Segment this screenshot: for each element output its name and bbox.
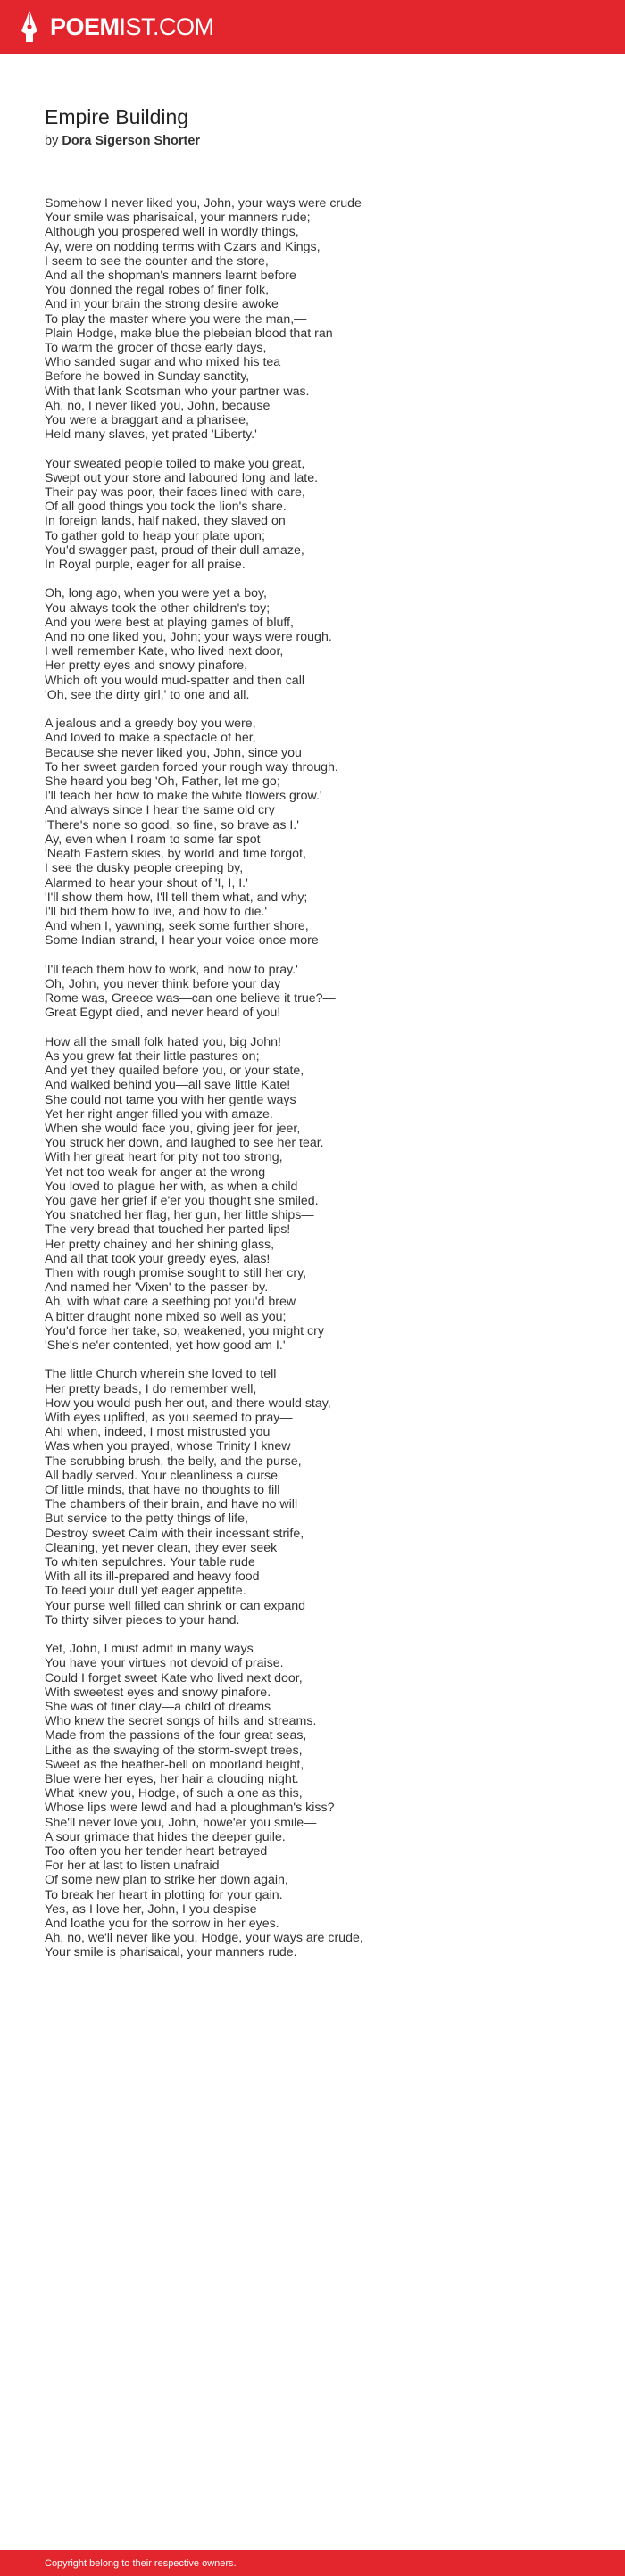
poem-line: I'll teach her how to make the white flowers grow.' (45, 789, 322, 804)
poem-line: How all the small folk hated you, big John! (45, 1034, 281, 1049)
brand-thin-text: IST.COM (119, 12, 214, 40)
poem-line: To play the master where you were the man,— (45, 311, 307, 327)
poem-stanza (45, 586, 598, 702)
poem-title: Empire Building (45, 105, 189, 128)
poem-line: Destroy sweet Calm with their incessant strife, (45, 1526, 304, 1541)
poem-line: You gave her grief if e'er you thought she smiled. (45, 1193, 319, 1208)
poem-line: She heard you beg 'Oh, Father, let me go; (45, 774, 280, 790)
poem-line: 'She's ne'er contented, yet how good am I.' (45, 1338, 286, 1353)
poem-line: And loathe you for the sorrow in her eyes. (45, 1917, 279, 1932)
site-logo[interactable] (20, 9, 214, 45)
poem-line: 'There's none so good, so fine, so brave as I.' (45, 817, 299, 832)
poem-line: Ay, were on nodding terms with Czars and Kings, (45, 239, 321, 254)
poem-line: The little Church wherein she loved to tell (45, 1367, 277, 1382)
poem-line: And yet they quailed before you, or your state, (45, 1064, 304, 1079)
poem-line: You were a braggart and a pharisee, (45, 413, 250, 428)
poem-line: How you would push her out, and there would stay, (45, 1396, 331, 1411)
poem-line: Of all good things you took the lion's share. (45, 500, 287, 515)
poem-line: Although you prospered well in wordly things, (45, 225, 299, 240)
poem-line: And in your brain the strong desire awoke (45, 297, 279, 312)
poem-line: To feed your dull yet eager appetite. (45, 1584, 246, 1599)
poem-line: To gather gold to heap your plate upon; (45, 528, 265, 543)
site-header (0, 0, 625, 54)
poem-line: 'Oh, see the dirty girl,' to one and all. (45, 687, 250, 702)
poem-line: You'd swagger past, proud of their dull amaze, (45, 543, 304, 558)
poem-line: Who sanded sugar and who mixed his tea (45, 355, 281, 370)
poem-line: To her sweet garden forced your rough way through. (45, 759, 338, 774)
poem-line: With her great heart for pity not too strong, (45, 1150, 283, 1165)
poem-line: Of little minds, that have no thoughts to fill (45, 1482, 280, 1497)
poem-line: Sweet as the heather-bell on moorland height, (45, 1757, 304, 1772)
poem-line: I'll bid them how to live, and how to die.' (45, 904, 268, 919)
poem-line: I well remember Kate, who lived next door, (45, 644, 284, 659)
poem-line: And named her 'Vixen' to the passer-by. (45, 1280, 269, 1296)
poem-stanza (45, 1035, 598, 1353)
poem-line: All badly served. Your cleanliness a curse (45, 1468, 279, 1483)
poem-line: In foreign lands, half naked, they slaved on (45, 514, 286, 529)
poem-line: When she would face you, giving jeer for jeer, (45, 1121, 301, 1136)
poem-line: Her pretty beads, I do remember well, (45, 1381, 257, 1396)
poem-line: Somehow I never liked you, John, your ways were crude (45, 196, 362, 211)
poem-line: Yet, John, I must admit in many ways (45, 1642, 254, 1657)
poem-line: I seem to see the counter and the store, (45, 253, 269, 269)
poem-line: To whiten sepulchres. Your table rude (45, 1555, 255, 1570)
poem-line: And always since I hear the same old cry (45, 803, 275, 818)
poem-line: Great Egypt died, and never heard of you! (45, 1006, 281, 1021)
poem-stanza (45, 1367, 598, 1628)
poem-line: Blue were her eyes, her hair a clouding night. (45, 1772, 299, 1787)
poem-line: I see the dusky people creeping by, (45, 861, 244, 876)
poem-line: She was of finer clay—a child of dreams (45, 1700, 271, 1715)
poem-line: But service to the petty things of life, (45, 1512, 248, 1527)
poem-line: Rome was, Greece was—can one believe it true?— (45, 991, 336, 1006)
poem-line: Could I forget sweet Kate who lived next door, (45, 1670, 303, 1686)
poem-line: Oh, John, you never think before your day (45, 976, 281, 991)
poem-line: She'll never love you, John, howe'er you smile— (45, 1815, 317, 1830)
poem-line: For her at last to listen unafraid (45, 1859, 220, 1874)
poem-line: What knew you, Hodge, of such a one as this, (45, 1786, 303, 1802)
poem-line: Ah, no, I never liked you, John, because (45, 398, 271, 413)
poem-line: Whose lips were lewd and had a ploughman's kiss? (45, 1801, 335, 1816)
poem-line: Your smile was pharisaical, your manners rude; (45, 211, 311, 226)
poem-line: And when I, yawning, seek some further shore, (45, 919, 309, 934)
poem-line: To break her heart in plotting for your gain. (45, 1887, 283, 1902)
poem-line: Then with rough promise sought to still her cry, (45, 1265, 307, 1280)
poem-line: Ay, even when I roam to some far spot (45, 832, 261, 847)
site-brand (50, 13, 214, 41)
poem-stanza (45, 457, 598, 573)
poem-line: She could not tame you with her gentle ways (45, 1092, 296, 1107)
poem-stanza (45, 716, 598, 948)
poem-line: And walked behind you—all save little Kate! (45, 1078, 291, 1093)
poem-line: And you were best at playing games of bluff, (45, 615, 294, 630)
poem-byline (45, 134, 200, 148)
poem-line: And all the shopman's manners learnt before (45, 269, 296, 284)
poem-line: Yet her right anger filled you with amaze. (45, 1106, 273, 1122)
poem-line: And loved to make a spectacle of her, (45, 731, 256, 746)
poem-line: And all that took your greedy eyes, alas! (45, 1251, 271, 1266)
poem-line: The chambers of their brain, and have no will (45, 1497, 298, 1512)
poem-line: Cleaning, yet never clean, they ever seek (45, 1540, 278, 1555)
brand-bold-text: POEM (50, 12, 120, 40)
poem-line: Ah, no, we'll never like you, Hodge, your ways are crude, (45, 1931, 363, 1946)
poem-line: With that lank Scotsman who your partner was. (45, 384, 310, 399)
poem-line: To warm the grocer of those early days, (45, 341, 267, 356)
poem-line: Her pretty chainey and her shining glass, (45, 1237, 275, 1252)
poem-line: Yes, as I love her, John, I you despise (45, 1901, 257, 1917)
poem-line: A sour grimace that hides the deeper guile. (45, 1829, 286, 1844)
poem-line: You donned the regal robes of finer folk, (45, 283, 270, 298)
poem-line: Her pretty eyes and snowy pinafore, (45, 658, 248, 674)
poem-line: Alarmed to hear your shout of 'I, I, I.' (45, 875, 248, 890)
poem-line: You have your virtues not devoid of praise. (45, 1656, 284, 1671)
poem-body (45, 196, 598, 1975)
poem-line: To thirty silver pieces to your hand. (45, 1612, 240, 1628)
poem-line: 'I'll show them how, I'll tell them what, and why; (45, 890, 308, 905)
poem-line: Ah, with what care a seething pot you'd brew (45, 1295, 296, 1310)
poem-line: As you grew fat their little pastures on; (45, 1048, 260, 1064)
poem-line: You snatched her flag, her gun, her little ships— (45, 1208, 314, 1223)
poem-line: Too often you her tender heart betrayed (45, 1844, 268, 1860)
poem-line: You loved to plague her with, as when a child (45, 1179, 298, 1194)
poem-line: Oh, long ago, when you were yet a boy, (45, 586, 267, 601)
poem-line: Before he bowed in Sunday sanctity, (45, 369, 250, 385)
poem-line: The scrubbing brush, the belly, and the purse, (45, 1454, 302, 1469)
author-link[interactable]: Dora Sigerson Shorter (62, 134, 201, 148)
poem-line: Because she never liked you, John, since you (45, 745, 302, 760)
site-footer (0, 2550, 625, 2576)
poem-line: Your purse well filled can shrink or can expand (45, 1598, 306, 1613)
poem-stanza (45, 1642, 598, 1959)
poem-line: And no one liked you, John; your ways were rough. (45, 630, 332, 645)
by-label: by (45, 134, 59, 148)
poem-line: Lithe as the swaying of the storm-swept trees, (45, 1743, 303, 1758)
poem-line: Their pay was poor, their faces lined with care, (45, 485, 305, 501)
poem-line: Held many slaves, yet prated 'Liberty.' (45, 427, 257, 443)
poem-stanza (45, 963, 598, 1021)
poem-line: You'd force her take, so, weakened, you might cry (45, 1323, 324, 1338)
poem-line: Yet not too weak for anger at the wrong (45, 1164, 266, 1180)
pen-nib-icon (20, 10, 39, 44)
poem-line: With sweetest eyes and snowy pinafore. (45, 1685, 271, 1700)
poem-line: You struck her down, and laughed to see her tear. (45, 1136, 324, 1151)
poem-line: A jealous and a greedy boy you were, (45, 716, 256, 732)
poem-line: Some Indian strand, I hear your voice once more (45, 933, 319, 948)
poem-line: Who knew the secret songs of hills and streams. (45, 1714, 317, 1729)
poem-line: In Royal purple, eager for all praise. (45, 558, 246, 573)
poem-line: 'I'll teach them how to work, and how to pray.' (45, 962, 298, 977)
poem-line: You always took the other children's toy; (45, 601, 271, 616)
poem-line: A bitter draught none mixed so well as you; (45, 1309, 287, 1324)
poem-line: Your sweated people toiled to make you great, (45, 456, 305, 471)
poem-line: Which oft you would mud-spatter and then call (45, 673, 304, 688)
poem-line: Of some new plan to strike her down again, (45, 1873, 288, 1888)
poem-line: Swept out your store and laboured long and late. (45, 470, 319, 485)
poem-line: Ah! when, indeed, I most mistrusted you (45, 1425, 271, 1440)
poem-line: Made from the passions of the four great seas, (45, 1728, 307, 1744)
poem-line: Your smile is pharisaical, your manners rude. (45, 1945, 297, 1960)
poem-line: 'Neath Eastern skies, by world and time forgot, (45, 847, 306, 862)
copyright-text: Copyright belong to their respective owners. (45, 2558, 237, 2569)
poem-line: Was when you prayed, whose Trinity I knew (45, 1439, 291, 1454)
poem-stanza (45, 196, 598, 442)
poem-line: With all its ill-prepared and heavy food (45, 1570, 260, 1585)
poem-line: Plain Hodge, make blue the plebeian blood that ran (45, 326, 333, 341)
poem-line: The very bread that touched her parted lips! (45, 1222, 291, 1238)
poem-line: With eyes uplifted, as you seemed to pray— (45, 1410, 293, 1425)
